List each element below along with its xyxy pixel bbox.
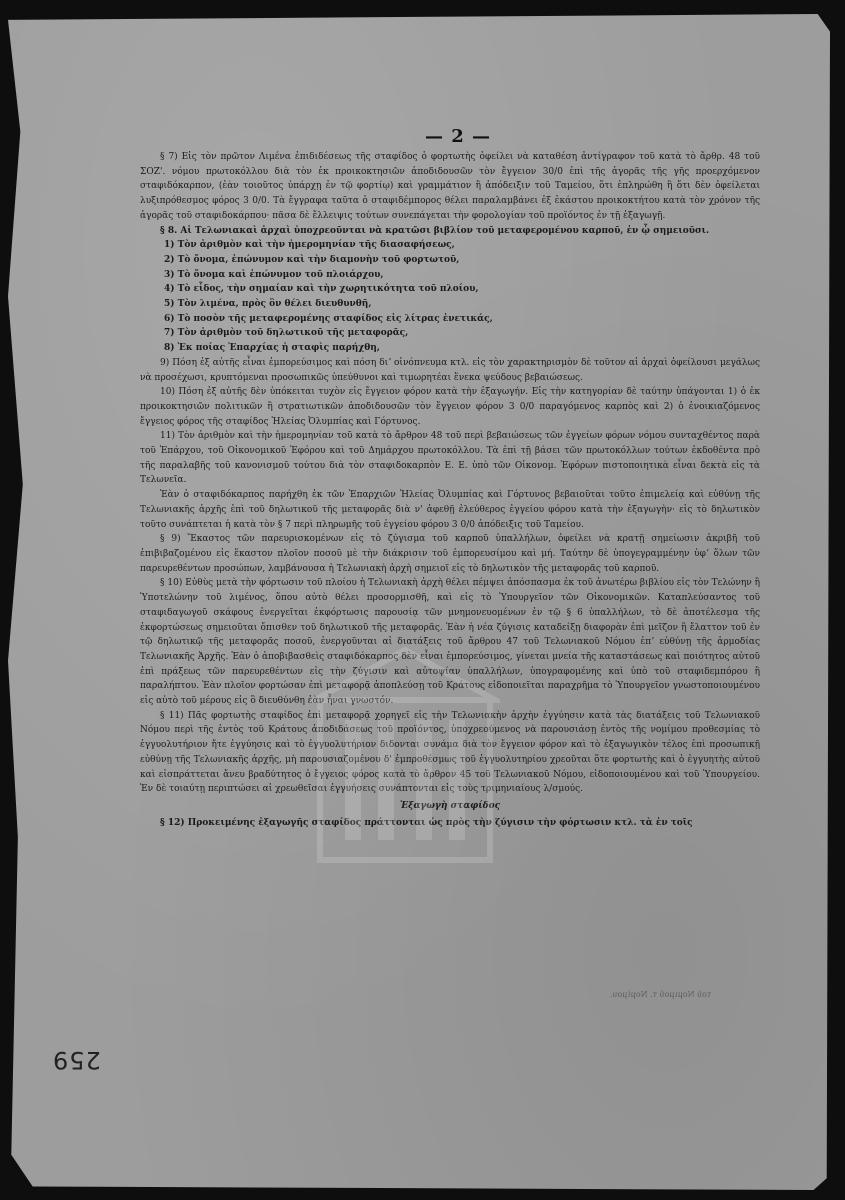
list-item: 6) Τὸ ποσὸν τῆς μεταφερομένης σταφίδος εἰς λίτρας ἐνετικάς,	[164, 313, 493, 324]
list-item: 1) Τὸν ἀριθμὸν καὶ τὴν ἡμερομηνίαν τῆς διασαφήσεως,	[164, 240, 455, 251]
paragraph-exemption: Ἐὰν ὁ σταφιδόκαρπος παρήχθη ἐκ τῶν Ἐπαρχιῶν Ἠλείας Ὀλυμπίας καὶ Γόρτυνος βεβαιοῦται τοῦτο ἐπιμελείᾳ καὶ εὐθύνῃ τῆς Τελωνιακῆς ἀρχῆς ἐπὶ τοῦ δηλωτικοῦ τῆς μεταφορᾶς διὰ ν' ἀφεθῇ ἐλεύθερος ἐγγείου φόρου κατὰ τὴν ἐξαγωγὴν· εἰς τὸ δηλωτικὸν τοῦτο συνάπτεται ἡ κατὰ τὸν § 7 περὶ πληρωμῆς τοῦ ἐγγείου φόρου 3 0/0 ἀπόδειξις τοῦ Ταμείου.	[140, 490, 760, 530]
paragraph-section-12: § 12) Προκειμένης ἐξαγωγῆς σταφίδος πράττονται ὡς πρὸς τὴν ζύγισιν τὴν φόρτωσιν κτλ. τὰ ἐν τοῖς	[160, 817, 693, 828]
paragraph-section-8: § 8. Αἱ Τελωνιακαὶ ἀρχαὶ ὑποχρεοῦνται νὰ κρατῶσι βιβλίον τοῦ μεταφερομένου καρποῦ, ἐν ᾧ σημειοῦσι.	[160, 225, 710, 236]
document-body	[140, 150, 760, 830]
list-item: 2) Τὸ ὄνομα, ἐπώνυμον καὶ τὴν διαμονὴν τοῦ φορτωτοῦ,	[164, 254, 460, 265]
bleed-through-text: τοῦ Νομιμοῦ τ. Νομίμου.	[610, 990, 712, 999]
handwritten-page-mark: 259	[52, 1046, 101, 1074]
section-heading: Ἐξαγωγὴ σταφίδος	[399, 800, 501, 811]
list-item: 8) Ἐκ ποίας Ἐπαρχίας ἡ σταφὶς παρήχθη,	[164, 343, 380, 354]
list-item: 11) Τὸν ἀριθμὸν καὶ τὴν ἡμερομηνίαν τοῦ κατὰ τὸ ἄρθρον 48 τοῦ περὶ βεβαιώσεως τῶν ἐγγείων φόρων νόμου συνταχθέντος παρὰ τοῦ Ἐπάρχου, τοῦ Οἰκονομικοῦ Ἐφόρου καὶ τοῦ Δημάρχου πρωτοκόλλου. Τὰ ἐπὶ τῇ βάσει τῶν πρωτοκόλλων τούτων ἐκδοθέντα πρὸ τῆς παραλαβῆς τοῦ κανονισμοῦ τούτου διὰ τὸν σταφιδοκαρπὸν Ε. Ε. ὑπὸ τῶν Οἰκονομ. Ἐφόρων πιστοποιητικὰ εἶναι δεκτὰ εἰς τὰ Τελωνεῖα.	[140, 431, 760, 486]
list-item: 3) Τὸ ὄνομα καὶ ἐπώνυμον τοῦ πλοιάρχου,	[164, 269, 384, 280]
list-item: 9) Πόση ἐξ αὐτῆς εἶναι ἐμπορεύσιμος καὶ πόση διʼ οἰνόπνευμα κτλ. εἰς τὸν χαρακτηρισμὸν δὲ τοῦτον αἱ ἀρχαὶ ὀφείλουσι μεγάλως νὰ προσέχωσι, κρυπτόμεναι προσωπικῶς ὑπεύθυνοι καὶ τιμωρητέαι ἕνεκα ψεύδους βεβαιώσεως.	[140, 357, 760, 383]
paragraph-section-11: § 11) Πᾶς φορτωτὴς σταφίδος ἐπὶ μεταφορᾷ χορηγεῖ εἰς τὴν Τελωνιακὴν ἀρχὴν ἐγγύησιν κατὰ τὰς διατάξεις τοῦ Τελωνιακοῦ Νόμου περὶ τῆς ἐντὸς τοῦ Κράτους ἀποδιδάσεως τοῦ προϊόντος, ὑποχρεούμενος νὰ παρουσιάσῃ ἐντὸς τῆς νομίμου προθεσμίας τὸ ἐγγυολυτήριον ἤτε ἐγγύησις καὶ τὸ ἐγγυολυτήριον διδονται συνάμα διὰ τὸν ἔγγειον φόρον καὶ τὸ ἐξαγωγικὸν τέλος ἐπὶ προσωπικῇ εὐθύνῃ τῆς Τελωνιακῆς ἀρχῆς, μὴ παρουσιαζομένου δ' ἐμπροθέσμως τοῦ ἐγγυολυτηρίου χρεοῦται ὅτε φορτωτὴς καὶ ὁ ἐγγυητὴς αὐτοῦ καὶ εἰσπράττεται ἄνευ βραδύτητος ὁ ἔγγειος φόρος κατὰ τὸ ἄρθρον 45 τοῦ Τελωνιακοῦ Νόμου, εἰδοποιουμένου καὶ τοῦ Ὑπουργείου. Ἐν δὲ τοιαύτῃ περιπτώσει αἱ χρεωθεῖσαι ἐγγυήσεις συνάπτονται εἰς τοὺς τριμηνιαίους λ/σμούς.	[140, 710, 760, 795]
paragraph-section-7: § 7) Εἰς τὸν πρῶτον Λιμένα ἐπιδιδέσεως τῆς σταφίδος ὁ φορτωτὴς ὀφείλει νὰ καταθέση ἀντίγραφον τοῦ κατὰ τὸ ἄρθρ. 48 τοῦ ΣΟΖ'. νόμου πρωτοκόλλου διὰ τὸν ἐκ προικοκτησιῶν ἀποδιδουσῶν τὸν ἔγγειον 30/0 ἐπὶ τῆς ἀγορᾶς τῆς γῆς προερχόμενον σταφιδόκαρπον, (ἐὰν τοιοῦτος ὑπάρχῃ ἐν τῷ φορτίῳ) καὶ γραμμάτιον ἢ ἀπόδειξιν τοῦ Ταμείου, ὅτι ἐπληρώθη ἢ ὅτι δὲν ὀφείλεται λυξιπρόθεσμος φόρος 3 0/0. Τὰ ἔγγραφα ταῦτα ὁ σταφιδέμπορος θέλει παραλαμβάνει ἐξ ἑκάστου προικοκτήτου κατὰ τὸν χρόνον τῆς ἀγορᾶς τοῦ σταφιδοκάρπου· πᾶσα δὲ ἔλλειψις τούτων συνεπάγεται τὴν φορολογίαν τοῦ προϊόντος ἐν τῇ ἐξαγωγῇ.	[140, 152, 760, 221]
paragraph-section-9: § 9) Ἕκαστος τῶν παρευρισκομένων εἰς τὸ ζύγισμα τοῦ καρποῦ ὑπαλλήλων, ὀφείλει νὰ κρατῇ σημείωσιν ἀκριβῆ τοῦ ἐπιβιβαζομένου εἰς ἕκαστον πλοῖον ποσοῦ μὲ τὴν διάκρισιν τοῦ ἐμπορευσίμου καὶ μή. Ταύτην δὲ ὑπογεγραμμένην ὑφʼ ὅλων τῶν παρευρεθέντων προσώπων, λαμβάνουσα ἡ Τελωνιακὴ ἀρχὴ σημειοῖ εἰς τὸ δηλωτικὸν τῆς μεταφορᾶς τοῦ καρποῦ.	[140, 534, 760, 574]
list-item: 5) Τὸν λιμένα, πρὸς ὃν θέλει διευθυνθῆ,	[164, 299, 372, 310]
list-item: 4) Τὸ εἶδος, τὴν σημαίαν καὶ τὴν χωρητικότητα τοῦ πλοίου,	[164, 284, 479, 295]
list-item: 10) Πόση ἐξ αὐτῆς δὲν ὑπόκειται τυχὸν εἰς ἔγγειον φόρον κατὰ τὴν ἐξαγωγήν. Εἰς τὴν κατηγορίαν δὲ ταύτην ὑπάγονται 1) ὁ ἐκ προικοκτησιῶν πολιτικῶν ἢ στρατιωτικῶν ἀποδιδουσῶν τὸν ἔγγειον φόρον 3 0/0 παραγόμενος καρπὸς καὶ 2) ὁ ἐνοικιαζόμενος ἔγγειος φόρος τῆς σταφίδος Ἠλείας Ὀλυμπίας καὶ Γόρτυνος.	[140, 387, 760, 427]
paragraph-section-10: § 10) Εὐθὺς μετὰ τὴν φόρτωσιν τοῦ πλοίου ἡ Τελωνιακὴ ἀρχὴ θέλει πέμψει ἀπόσπασμα ἐκ τοῦ ἀνωτέρω βιβλίου εἰς τὸν Τελώνην ἢ Ὑποτελώνην τοῦ λιμένος, ὅπου αὐτὸ θέλει προσορμισθῆ, καὶ εἰς τὸ Ὑπουργεῖον τῶν Οἰκονομικῶν. Καταπλεύσαντος τοῦ σταφιδαγωγοῦ σκάφους ἐνεργεῖται ἐκφόρτωσις παρουσίᾳ τῶν μνημονευομένων ἐν τῷ § 6 ὑπαλλήλων, τὸ δὲ ἀποτέλεσμα τῆς ἐκφορτώσεως σημειοῦται ὄπισθεν τοῦ δηλωτικοῦ τῆς μεταφορᾶς. Ἐὰν ἡ νέα ζύγισις καταδείξῃ διαφορὰν ἐπὶ μεῖζον ἢ ἔλαττον τοῦ ἐν τῷ δηλωτικῷ τῆς μεταφορᾶς ποσοῦ, ἐνεργοῦνται αἱ διατάξεις τοῦ ἄρθρου 47 τοῦ Τελωνιακοῦ Νόμου ἐπʼ εὐθύνῃ τῆς ἁρμοδίας Τελωνιακῆς Ἀρχῆς. Ἐὰν ὁ ἀποβιβασθεὶς σταφιδόκαρπος δὲν εἶναι ἐμπορεύσιμος, γίνεται μνεία τῆς καταστάσεως καὶ ποιότητος αὐτοῦ ἐπὶ πράξεως τῶν παρευρεθέντων εἰς τὴν ζύγισιν καὶ αὐτοψίαν ὑπαλλήλων, ὑπογραφομένης καὶ ὑπὸ τοῦ σταφιδεμπόρου ἢ παραλήπτου. Ἐὰν πλοῖον φορτώσαν ἐπὶ μεταφορᾷ ἀποπλεύσῃ τοῦ Κράτους εἰδοποιεῖται παραχρῆμα τὸ Ὑπουργεῖον γνωστοποιουμένου εἰς αὐτὸ τοῦ μέρους εἰς ὃ διευθύνθη ἐὰν ἦναι γνωστόν.	[140, 578, 760, 707]
list-item: 7) Τὸν ἀριθμὸν τοῦ δηλωτικοῦ τῆς μεταφορᾶς,	[164, 328, 409, 339]
page-number: — 2 —	[425, 126, 492, 147]
